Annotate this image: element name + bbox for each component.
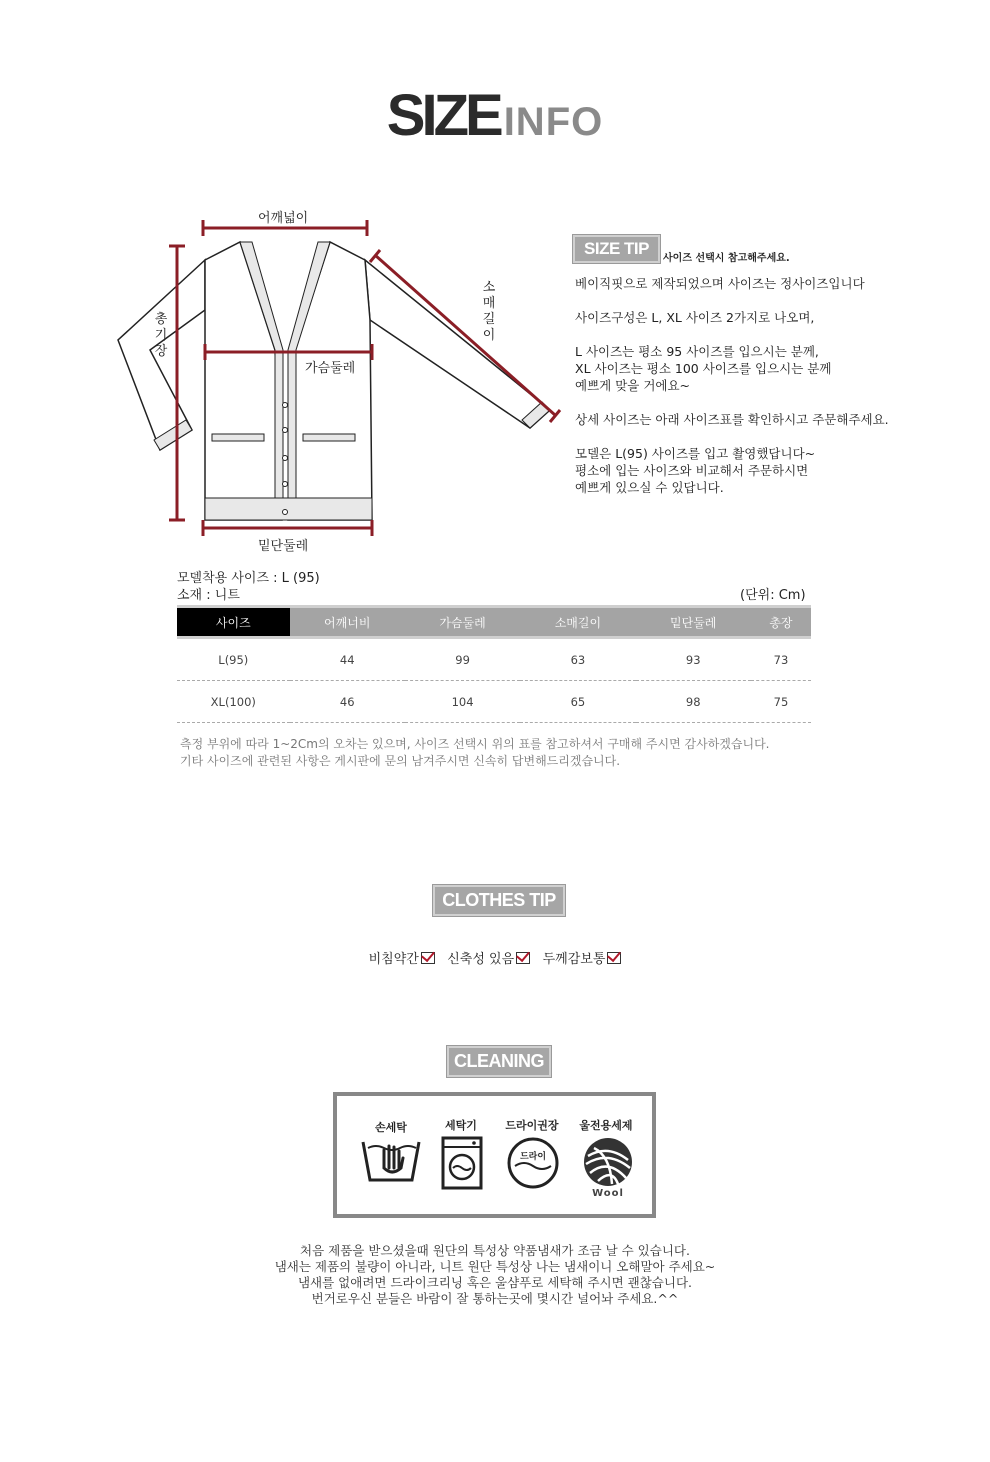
table-cell: XL(100) <box>177 681 290 723</box>
tip-sheer: 비침약간 <box>368 952 419 967</box>
cleaning-badge: CLEANING <box>447 1046 551 1077</box>
hem-label: 밑단둘레 <box>258 539 309 554</box>
table-row <box>177 638 811 681</box>
table-row <box>177 681 811 723</box>
table-cell: 99 <box>405 638 520 681</box>
wool-detergent-icon <box>582 1136 634 1188</box>
table-cell: 46 <box>290 681 405 723</box>
check-icon <box>421 952 435 964</box>
note-line: 기타 사이즈에 관련된 사항은 게시판에 문의 남겨주시면 신속히 답변해드리겠습니다. <box>180 754 621 768</box>
tip-line: 예쁘게 맞을 거에요~ <box>575 378 691 393</box>
col-header: 밑단둘레 <box>636 607 751 638</box>
note-line: 냄새를 없애려면 드라이크리닝 혹은 울샴푸로 세탁해 주시면 괜찮습니다. <box>297 1275 693 1290</box>
table-header <box>177 607 811 638</box>
wool-text: Wool <box>592 1188 624 1199</box>
check-icon <box>516 952 530 964</box>
note-line: 번거로우신 분들은 바람이 잘 통하는곳에 몇시간 널어놔 주세요.^^ <box>311 1291 679 1306</box>
table-cell: 63 <box>520 638 635 681</box>
table-cell: 104 <box>405 681 520 723</box>
note-line: 측정 부위에 따라 1~2Cm의 오차는 있으며, 사이즈 선택시 위의 표를 참고하셔서 구매해 주시면 감사하겠습니다. <box>180 737 770 751</box>
tip-line: 예쁘게 있으실 수 있답니다. <box>575 480 724 495</box>
size-tip-note: 사이즈 선택시 참고해주세요. <box>663 253 790 264</box>
col-header: 사이즈 <box>177 607 290 638</box>
cleaning-label: 울전용세제 <box>579 1119 633 1132</box>
material: 소재 : 니트 <box>177 588 240 603</box>
col-header: 어깨너비 <box>290 607 405 638</box>
dry-clean-text: 드라이 <box>519 1152 547 1162</box>
table-cell: 65 <box>520 681 635 723</box>
length-label: 총기장 <box>154 312 168 359</box>
note-line: 냄새는 제품의 불량이 아니라, 니트 원단 특성상 나는 냄새이니 오해말아 주세요~ <box>274 1259 716 1274</box>
table-cell: L(95) <box>177 638 290 681</box>
size-tip-text <box>575 275 889 496</box>
col-header: 총장 <box>751 607 811 638</box>
tip-line: 베이직핏으로 제작되었으며 사이즈는 정사이즈입니다 <box>575 276 865 291</box>
cleaning-label: 손세탁 <box>375 1121 407 1134</box>
table-cell: 75 <box>751 681 811 723</box>
cardigan-diagram <box>100 200 570 560</box>
check-icon <box>607 952 621 964</box>
table-cell: 98 <box>636 681 751 723</box>
col-header: 가슴둘레 <box>405 607 520 638</box>
page-title <box>0 82 990 149</box>
title-main: SIZE <box>386 83 500 148</box>
table-cell: 73 <box>751 638 811 681</box>
clothes-tip-items <box>0 948 990 967</box>
size-table <box>177 605 811 723</box>
hand-wash-icon <box>360 1138 422 1188</box>
col-header: 소매길이 <box>520 607 635 638</box>
size-tip-badge: SIZE TIP <box>573 235 660 263</box>
washing-machine-icon <box>441 1136 483 1190</box>
tip-line: 모델은 L(95) 사이즈를 입고 촬영했답니다~ <box>575 446 816 461</box>
measure-note <box>180 736 769 770</box>
tip-line: 사이즈구성은 L, XL 사이즈 2가지로 나오며, <box>575 310 815 325</box>
cleaning-label: 세탁기 <box>445 1119 477 1132</box>
note-line: 처음 제품을 받으셨을때 원단의 특성상 약품냄새가 조금 날 수 있습니다. <box>300 1243 690 1258</box>
unit-label: (단위: Cm) <box>740 588 806 603</box>
chest-label: 가슴둘레 <box>303 357 357 376</box>
sleeve-label: 소매길이 <box>482 280 496 343</box>
title-sub: INFO <box>503 100 604 144</box>
table-cell: 44 <box>290 638 405 681</box>
tip-line: L 사이즈는 평소 95 사이즈를 입으시는 분께, <box>575 344 819 359</box>
cleaning-notes <box>0 1243 990 1307</box>
model-size: 모델착용 사이즈 : L (95) <box>177 571 320 586</box>
dry-clean-icon <box>506 1136 560 1190</box>
clothes-tip-badge: CLOTHES TIP <box>433 885 565 916</box>
tip-line: XL 사이즈는 평소 100 사이즈를 입으시는 분께 <box>575 361 832 376</box>
cleaning-label: 드라이권장 <box>505 1119 559 1132</box>
tip-stretch: 신축성 있음 <box>447 952 515 967</box>
tip-line: 평소에 입는 사이즈와 비교해서 주문하시면 <box>575 463 809 478</box>
shoulder-label: 어깨넓이 <box>258 211 309 226</box>
table-cell: 93 <box>636 638 751 681</box>
tip-line: 상세 사이즈는 아래 사이즈표를 확인하시고 주문해주세요. <box>575 412 889 427</box>
tip-thickness: 두께감보통 <box>542 952 606 967</box>
